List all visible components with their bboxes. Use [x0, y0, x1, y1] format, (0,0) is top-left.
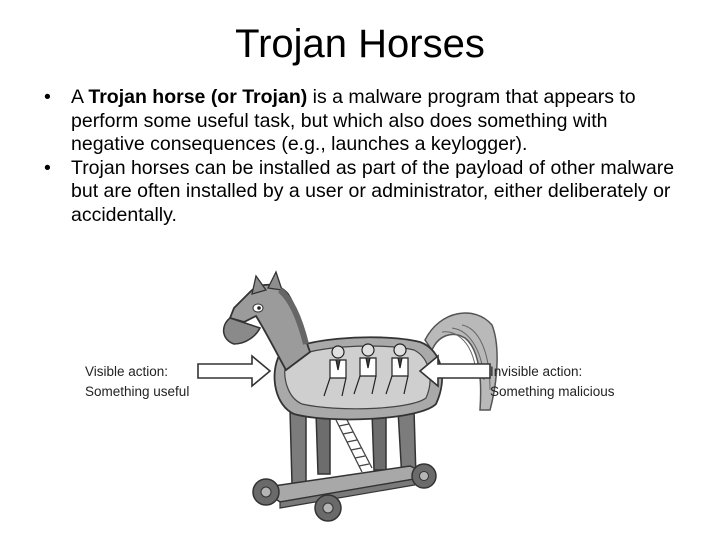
visible-action-line2: Something useful — [85, 384, 190, 399]
visible-action-line1: Visible action: — [85, 364, 169, 379]
bullet-text-prefix: A — [71, 86, 89, 108]
arrow-right-icon — [198, 356, 270, 386]
invisible-action-line2: Something malicious — [490, 384, 615, 399]
bullet-item-1 — [44, 86, 684, 157]
trojan-horse-figure — [80, 270, 640, 530]
bullet-item-2 — [44, 157, 684, 228]
bullet-symbol: • — [44, 156, 51, 179]
slide-title: Trojan Horses — [235, 22, 485, 66]
horse-platform — [260, 466, 432, 508]
horse-head — [224, 272, 310, 370]
bullet-text: Trojan horses can be installed as part of the payload of other malware but are often installed by a user or administrator, either deliberately or accidentally. — [71, 156, 675, 226]
visible-action-label — [85, 362, 189, 402]
bullet-list — [44, 86, 684, 227]
bullet-symbol: • — [44, 86, 51, 108]
bold-term-or-trojan: (or Trojan) — [210, 86, 308, 108]
bullet-text-rest: is a malware program that appears to perform some useful task, but which also does something with negative consequences (e.g., launches a keylogger). — [71, 86, 636, 155]
invisible-action-label — [490, 362, 615, 402]
horse-front-legs — [290, 410, 330, 484]
bold-term-trojan-horse: Trojan horse — [88, 86, 206, 108]
ladder — [336, 418, 372, 472]
invisible-action-line1: Invisible action: — [490, 364, 583, 379]
